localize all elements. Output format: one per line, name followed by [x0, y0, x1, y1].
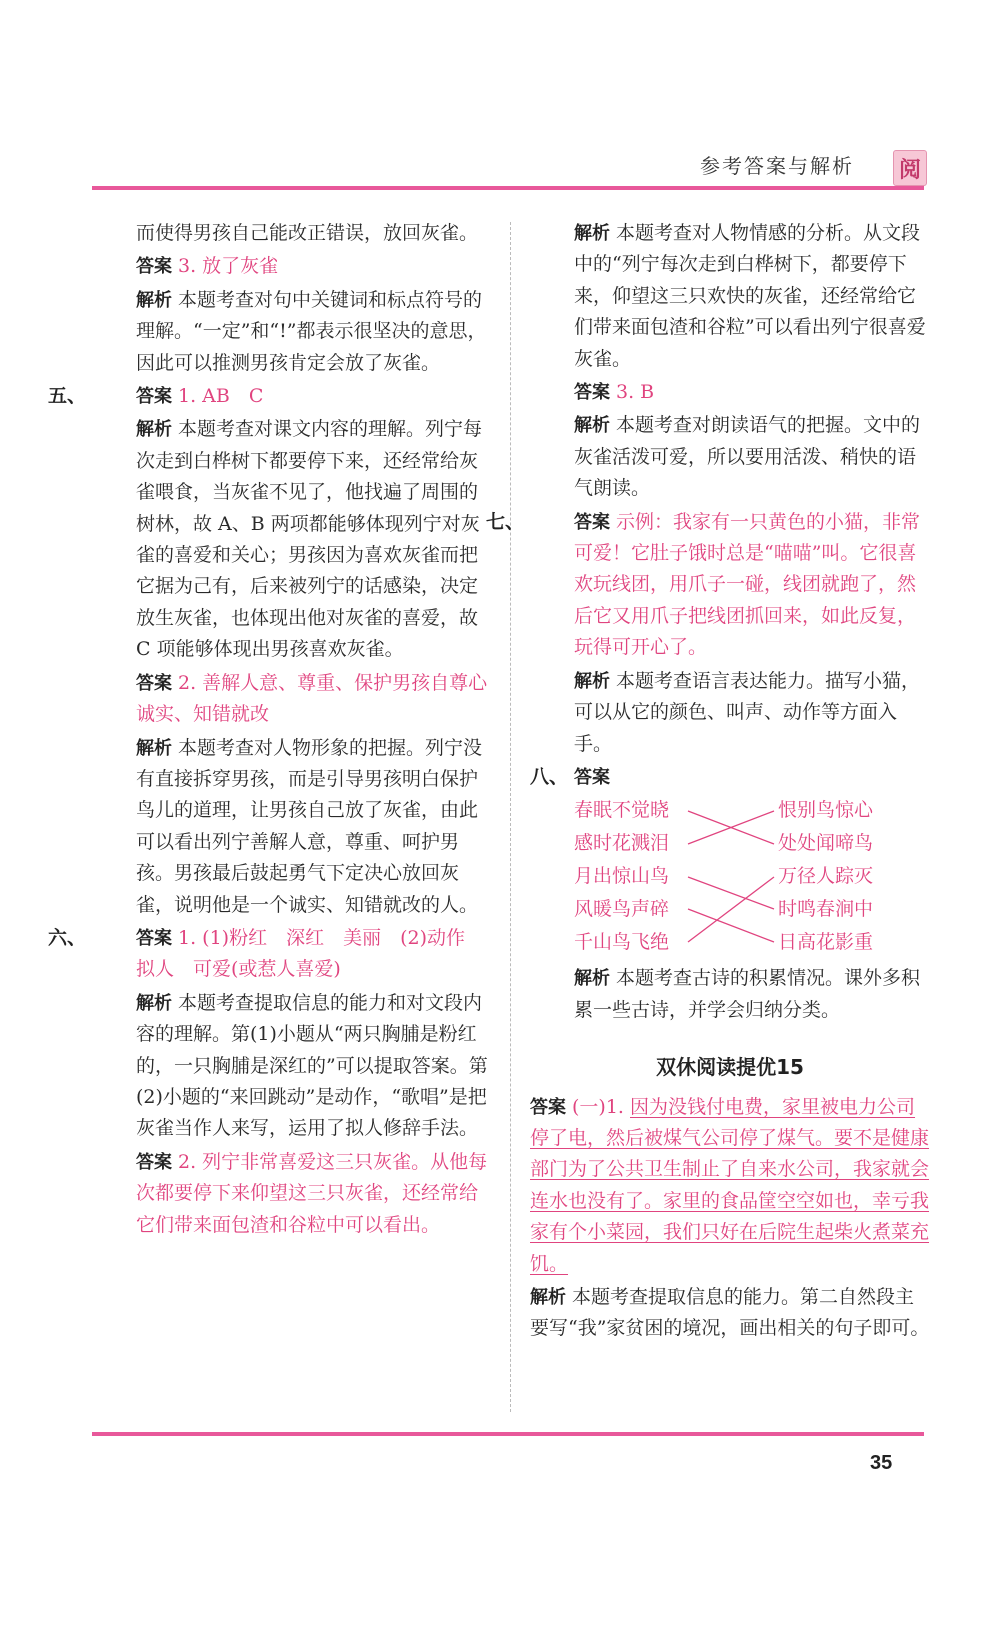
- question-8-answer: 八、 答案: [530, 765, 610, 788]
- right-column: [486, 218, 930, 1347]
- left-column: [48, 218, 507, 1243]
- question-5-answer: 五、 答案 1. AB C: [48, 385, 264, 408]
- analysis-block: 解析 本题考查对人物情感的分析。从文段中的“列宁每次走到白桦树下，都要停下来，仰望这三只欢快的灰雀，还经常给它们带来面包渣和谷粒”可以看出列宁很喜爱灰雀。: [574, 222, 926, 370]
- bottom-rule: [92, 1432, 924, 1436]
- poem-line-left: 千山鸟飞绝: [574, 931, 670, 954]
- answer-block: 答案 3. B: [574, 381, 655, 404]
- column-divider: [510, 222, 511, 1412]
- question-6-answer: 六、 答案 1. (1)粉红 深红 美丽 (2)动作 拟人 可爱(或惹人喜爱): [48, 926, 485, 981]
- analysis-block: 解析 本题考查提取信息的能力。第二自然段主要写“我”家贫困的境况，画出相关的句子即可。: [530, 1285, 930, 1340]
- header-title: 参考答案与解析: [700, 154, 854, 178]
- answer-block: 答案 2. 善解人意、尊重、保护男孩自尊心 诚实、知错就改: [136, 671, 507, 726]
- poem-line-left: 风暖鸟声碎: [574, 898, 670, 921]
- analysis-block: 解析 本题考查语言表达能力。描写小猫，可以从它的颜色、叫声、动作等方面入手。: [574, 669, 921, 755]
- question-7-answer: 七、 答案 示例：我家有一只黄色的小猫，非常可爱！它肚子饿时总是“喵喵”叫。它很喜欢玩线团，用爪子一碰，线团就跑了，然后它又用爪子把线团抓回来，如此反复，玩得可开心了。: [486, 510, 921, 659]
- analysis-block: 解析 本题考查古诗的积累情况。课外多积累一些古诗，并学会归纳分类。: [574, 967, 921, 1021]
- poem-line-right: 日高花影重: [778, 931, 874, 954]
- answer-block: 答案 3. 放了灰雀: [136, 255, 279, 278]
- analysis-block: 解析 本题考查提取信息的能力和对文段内容的理解。第(1)小题从“两只胸脯是粉红的，一只胸脯是深红的”可以提取答案。第(2)小题的“来回跳动”是动作，“歌唱”是把灰雀当作人来写，运用了拟人修辞手法。: [136, 991, 488, 1140]
- poem-line-left: 感时花溅泪: [574, 832, 670, 855]
- match-line: [688, 877, 774, 909]
- poem-line-right: 处处闻啼鸟: [778, 832, 874, 855]
- poem-matching: [574, 795, 914, 963]
- analysis-block: 解析 本题考查对朗读语气的把握。文中的灰雀活泼可爱，所以要用活泼、稍快的语气朗读。: [574, 414, 921, 500]
- section-title: 双休阅读提优15: [656, 1055, 804, 1080]
- analysis-block: 解析 本题考查对人物形象的把握。列宁没有直接拆穿男孩，而是引导男孩明白保护鸟儿的道理，让男孩自己放了灰雀，由此可以看出列宁善解人意，尊重、呵护男孩。男孩最后鼓起勇气下定决心放回灰雀，说明他是一个诚实、知错就改的人。: [136, 736, 483, 916]
- poem-line-left: 春眠不觉晓: [574, 799, 670, 822]
- answer-block: 答案 2. 列宁非常喜爱这三只灰雀。从他每次都要停下来仰望这三只灰雀，还经常给它们带来面包渣和谷粒中可以看出。: [136, 1150, 488, 1236]
- match-line: [688, 909, 774, 942]
- analysis-block: 解析 本题考查对课文内容的理解。列宁每次走到白桦树下都要停下来，还经常给灰雀喂食，当灰雀不见了，他找遍了周围的树林，故 A、B 两项都能够体现列宁对灰雀的喜爱和关心；男孩因为喜欢灰雀而把它据为己有，后来被列宁的话感染，决定放生灰雀，也体现出他对灰雀的喜爱，故 C 项能够体现出男孩喜欢灰雀。: [136, 418, 483, 661]
- poem-line-left: 月出惊山鸟: [574, 865, 670, 888]
- answer-block: 答案 (一)1. 因为没钱付电费，家里被电力公司停了电，然后被煤气公司停了煤气。要不是健康部门为了公共卫生制止了自来水公司，我家就会连水也没有了。家里的食品筐空空如也，幸亏我家有个小菜园，我们只好在后院生起柴火煮菜充饥。: [530, 1095, 930, 1275]
- poem-line-right: 恨别鸟惊心: [778, 799, 874, 822]
- poem-line-right: 万径人踪灭: [778, 865, 874, 888]
- continued-text: 而使得男孩自己能改正错误，放回灰雀。: [136, 222, 479, 244]
- page-number: 35: [870, 1452, 893, 1474]
- poem-line-right: 时鸣春涧中: [778, 898, 874, 921]
- analysis-block: 解析 本题考查对句中关键词和标点符号的理解。“一定”和“!”都表示很坚决的意思，因此可以推测男孩肯定会放了灰雀。: [136, 288, 487, 374]
- section-logo: 阅: [893, 150, 927, 186]
- match-line: [688, 877, 774, 942]
- top-rule: [92, 186, 924, 190]
